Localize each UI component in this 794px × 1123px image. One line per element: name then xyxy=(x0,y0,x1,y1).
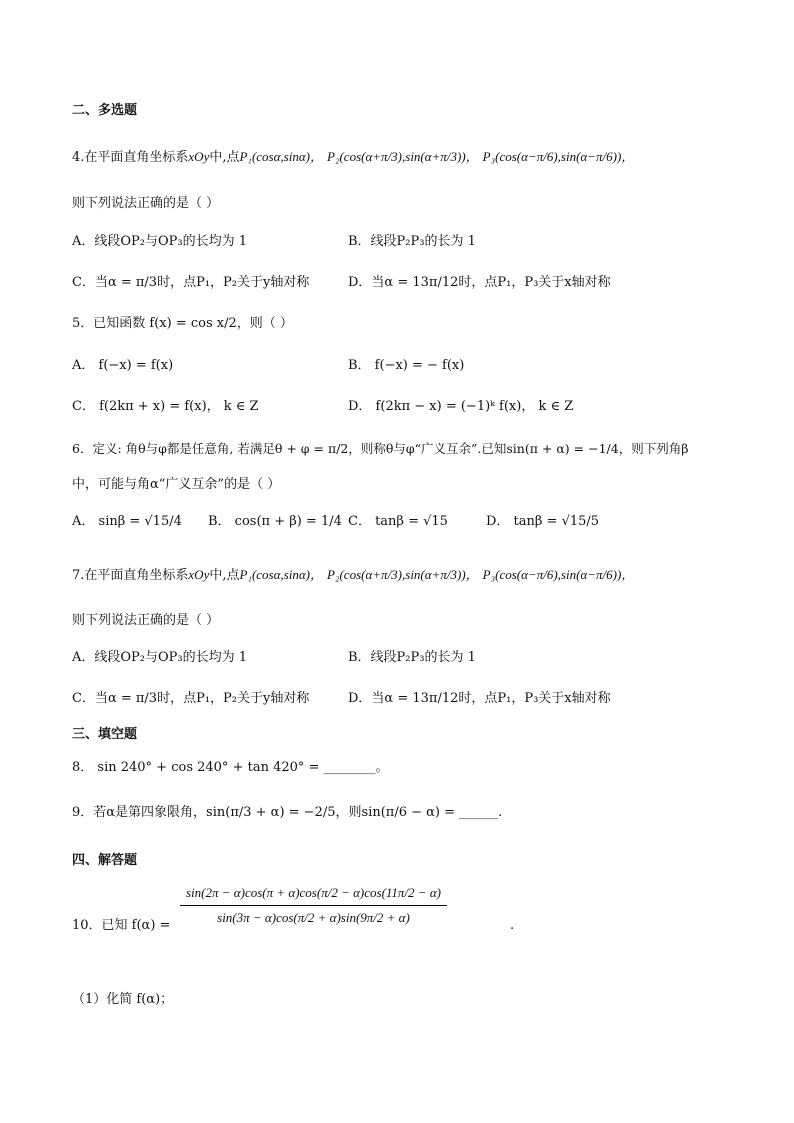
question-9: 9．若α是第四象限角，sin(π/3 + α) = −2/5，则sin(π/6 − α) = ______. xyxy=(72,805,503,820)
q7-stem-a: 7.在平面直角坐标系 xyxy=(72,568,189,583)
question-7-prompt: 则下列说法正确的是（ ） xyxy=(72,613,220,628)
question-10-denominator: sin(3π − α)cos(π/2 + α)sin(9π/2 + α) xyxy=(217,910,410,925)
question-4-stem xyxy=(72,147,634,168)
q4-coord: xOy xyxy=(188,149,210,164)
question-6-stem: 6．定义: 角θ与φ都是任意角, 若满足θ + φ = π/2，则称θ与φ“广义互余”.已知sin(π + α) = −1/4，则下列角β xyxy=(72,441,689,456)
q7-point-p2: P₂(cos(α+π/3),sin(α+π/3))， xyxy=(327,567,479,582)
q4-point-p3: P₃(cos(α−π/6),sin(α−π/6))， xyxy=(482,149,635,164)
question-8: 8． sin 240° + cos 240° + tan 420° = ________。 xyxy=(72,760,389,775)
question-10-numerator: sin(2π − α)cos(π + α)cos(π/2 − α)cos(11π/2 − α) xyxy=(180,885,447,906)
question-6-option-d: D． tanβ = √15/5 xyxy=(486,514,600,529)
q4-point-p2: P₂(cos(α+π/3),sin(α+π/3))， xyxy=(327,149,479,164)
question-4-option-a: A．线段OP₂与OP₃的长均为 1 xyxy=(72,234,248,249)
question-7-option-c: C．当α = π/3时，点P₁，P₂关于y轴对称 xyxy=(72,691,310,706)
question-5-option-d: D． f(2kπ − x) = (−1)ᵏ f(x)， k ∈ Z xyxy=(348,399,574,414)
q4-stem-b: 中,点 xyxy=(209,150,240,165)
question-4-option-b: B．线段P₂P₃的长为 1 xyxy=(348,234,476,249)
question-10-part-1: （1）化简 f(α)； xyxy=(72,992,174,1007)
question-10-fraction xyxy=(180,885,447,926)
question-7-option-b: B．线段P₂P₃的长为 1 xyxy=(348,650,476,665)
question-4-prompt: 则下列说法正确的是（ ） xyxy=(72,196,220,211)
q7-point-p1: P₁(cosα,sinα)， xyxy=(239,567,324,582)
question-7-option-a: A．线段OP₂与OP₃的长均为 1 xyxy=(72,650,248,665)
question-7-stem xyxy=(72,565,634,586)
question-5-option-b: B． f(−x) = − f(x) xyxy=(348,358,465,373)
section-title-fill-in: 三、填空题 xyxy=(72,727,138,742)
question-4-option-d: D．当α = 13π/12时，点P₁，P₃关于x轴对称 xyxy=(348,275,611,290)
question-7-option-d: D．当α = 13π/12时，点P₁，P₃关于x轴对称 xyxy=(348,691,611,706)
question-6-prompt: 中，可能与角α“广义互余”的是（ ） xyxy=(72,477,281,492)
question-6-option-b: B． cos(π + β) = 1/4 xyxy=(208,514,342,529)
question-10-lead: 10．已知 f(α) = xyxy=(72,918,171,933)
section-title-multiple-choice: 二、多选题 xyxy=(72,103,138,118)
q7-coord: xOy xyxy=(188,567,210,582)
question-6-option-c: C． tanβ = √15 xyxy=(348,514,448,529)
question-5-option-a: A． f(−x) = f(x) xyxy=(72,358,174,373)
question-5-stem: 5．已知函数 f(x) = cos x/2，则（ ） xyxy=(72,316,293,331)
q4-point-p1: P₁(cosα,sinα)， xyxy=(239,149,324,164)
question-5-option-c: C． f(2kπ + x) = f(x)， k ∈ Z xyxy=(72,399,259,414)
question-10-period: . xyxy=(510,918,515,933)
q7-point-p3: P₃(cos(α−π/6),sin(α−π/6))， xyxy=(482,567,635,582)
section-title-solutions: 四、解答题 xyxy=(72,853,138,868)
question-6-option-a: A． sinβ = √15/4 xyxy=(72,514,182,529)
q7-stem-b: 中,点 xyxy=(209,568,240,583)
question-4-option-c: C．当α = π/3时，点P₁，P₂关于y轴对称 xyxy=(72,275,310,290)
q4-stem-a: 4.在平面直角坐标系 xyxy=(72,150,189,165)
